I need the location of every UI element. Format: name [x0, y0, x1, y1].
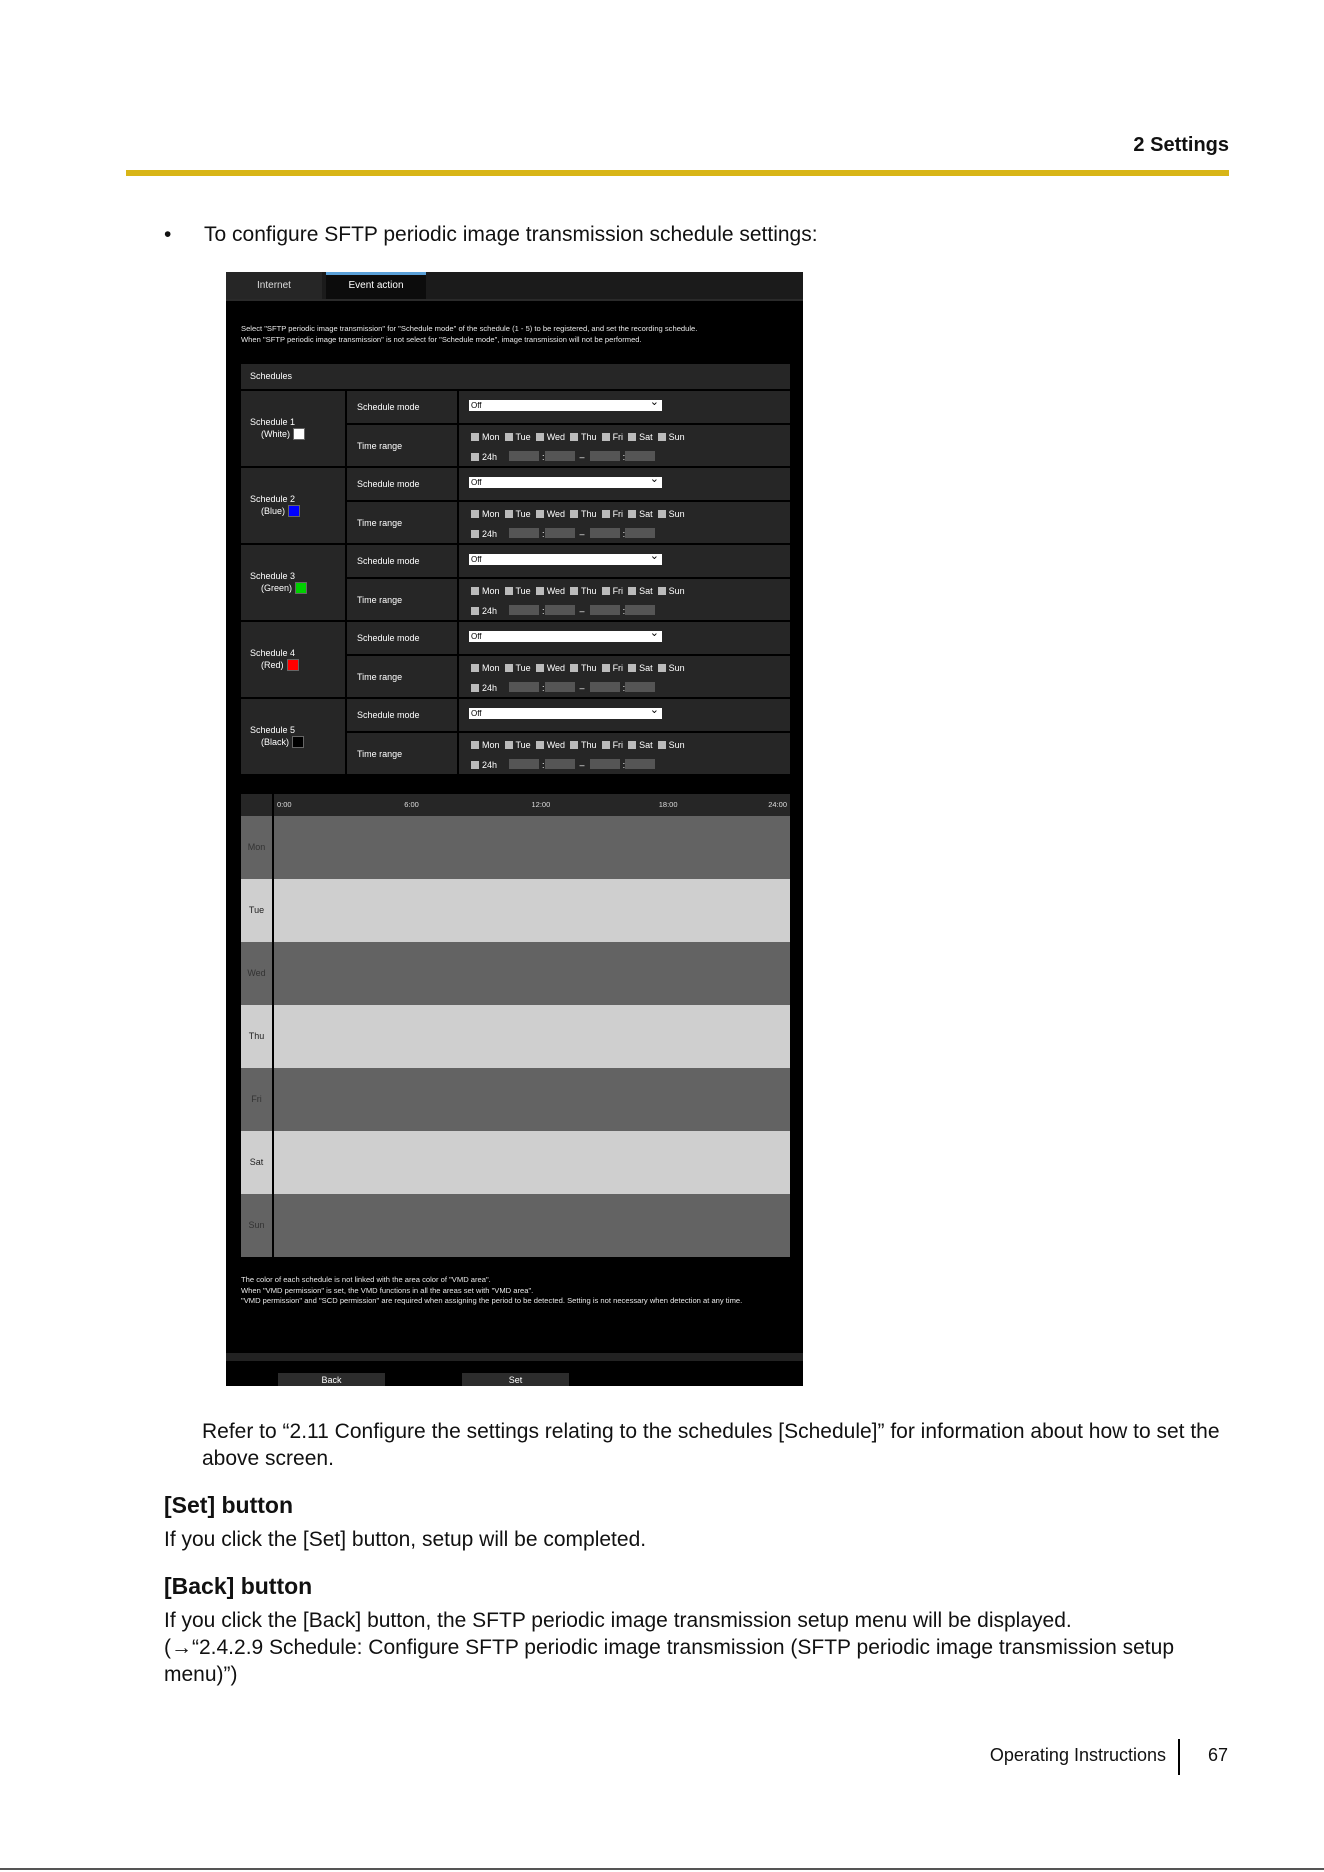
- schedule-mode-row: [347, 545, 790, 577]
- day-option[interactable]: [628, 586, 653, 596]
- end-minute-select[interactable]: [622, 451, 655, 462]
- schedule-mode-select[interactable]: Off ⌄: [469, 554, 662, 565]
- label-24h: 24h: [482, 529, 498, 539]
- time-range-value-cell: [459, 502, 790, 543]
- day-option[interactable]: [505, 663, 531, 673]
- timeline-day-label: Tue: [248, 905, 265, 915]
- timeline-row: [241, 942, 790, 1005]
- day-checkbox[interactable]: [658, 510, 666, 518]
- schedule-mode-select[interactable]: Off ⌄: [469, 400, 662, 411]
- bottom-rule: [0, 1868, 1324, 1870]
- range-separator: –: [579, 529, 585, 539]
- schedule-color-row: [261, 736, 304, 748]
- day-option[interactable]: [536, 740, 565, 750]
- timeline-tick: 6:00: [404, 800, 419, 809]
- info-line: Select "SFTP periodic image transmission" for "Schedule mode" of the schedule (1 - 5) to be registered, and set the recording schedule.: [241, 324, 698, 333]
- schedule-mode-cell: [347, 391, 457, 423]
- schedule-name: Schedule 3: [250, 571, 296, 581]
- time-range-value-cell: [459, 579, 790, 620]
- day-label: Thu: [581, 740, 597, 750]
- schedule-mode-value-cell: [459, 622, 790, 654]
- day-checkbox[interactable]: [471, 741, 479, 749]
- timeline-row: [241, 1194, 790, 1257]
- day-checkbox[interactable]: [602, 587, 610, 595]
- timeline-tick: 18:00: [658, 800, 678, 809]
- checkbox-24h[interactable]: [471, 684, 479, 692]
- start-hour-select[interactable]: [509, 682, 539, 692]
- day-label: Tue: [515, 586, 531, 596]
- checkbox-24h[interactable]: [471, 453, 479, 461]
- day-label: Tue: [515, 663, 531, 673]
- day-checkboxes: [471, 740, 690, 750]
- day-checkbox[interactable]: [505, 433, 513, 441]
- day-label: Sun: [668, 740, 685, 750]
- header-rule: [126, 170, 1229, 176]
- day-option[interactable]: [505, 586, 531, 596]
- day-label: Fri: [612, 663, 624, 673]
- schedules-title: Schedules: [241, 364, 790, 389]
- start-minute-select[interactable]: [545, 528, 575, 538]
- start-minute-select[interactable]: [545, 759, 575, 769]
- timeline-row: [241, 879, 790, 942]
- day-checkbox[interactable]: [570, 587, 578, 595]
- day-label: Sat: [639, 586, 653, 596]
- day-option[interactable]: [602, 509, 624, 519]
- schedule-mode-cell: [347, 622, 457, 654]
- label-24h: 24h: [482, 606, 498, 616]
- info-text: [241, 323, 791, 345]
- schedule-mode-label: Schedule mode: [357, 710, 420, 720]
- time-range-label: Time range: [357, 441, 403, 451]
- day-label: Sun: [668, 663, 685, 673]
- schedule-mode-row: [347, 699, 790, 731]
- day-label: Thu: [581, 509, 597, 519]
- start-minute-select[interactable]: [545, 682, 575, 692]
- day-checkbox[interactable]: [505, 587, 513, 595]
- day-option[interactable]: [628, 509, 653, 519]
- day-checkbox[interactable]: [536, 664, 544, 672]
- day-option[interactable]: [570, 509, 597, 519]
- schedule-label: [241, 622, 345, 697]
- checkbox-24h[interactable]: [471, 761, 479, 769]
- timeline-day-label: Fri: [251, 1094, 262, 1104]
- hours-row: [471, 682, 658, 693]
- schedule-color-name: (Green): [261, 582, 293, 593]
- button-bar: [226, 1353, 803, 1361]
- timeline-day-label: Mon: [247, 842, 266, 852]
- range-separator: –: [579, 683, 585, 693]
- time-range-cell: [347, 502, 457, 543]
- timeline-header: [241, 794, 790, 816]
- time-range-cell: [347, 425, 457, 466]
- day-checkbox[interactable]: [628, 741, 636, 749]
- end-minute-select[interactable]: [622, 759, 655, 770]
- day-checkbox[interactable]: [505, 510, 513, 518]
- day-label: Fri: [612, 586, 624, 596]
- day-label: Mon: [482, 432, 500, 442]
- schedule-label: [241, 545, 345, 620]
- schedule-mode-label: Schedule mode: [357, 479, 420, 489]
- day-option[interactable]: [536, 509, 565, 519]
- time-range-value-cell: [459, 656, 790, 697]
- day-checkbox[interactable]: [570, 433, 578, 441]
- day-checkboxes: [471, 432, 690, 442]
- day-checkbox[interactable]: [570, 741, 578, 749]
- back-button-description: [164, 1607, 1234, 1688]
- time-separator: :: [622, 760, 626, 770]
- set-button-description: If you click the [Set] button, setup will be completed.: [164, 1528, 647, 1551]
- schedule-mode-value-cell: [459, 468, 790, 500]
- start-hour-select[interactable]: [509, 605, 539, 615]
- schedule-group: [241, 545, 790, 620]
- day-option[interactable]: [505, 740, 531, 750]
- note-line: When "VMD permission" is set, the VMD functions in all the areas set with "VMD area".: [241, 1285, 534, 1295]
- day-option[interactable]: [471, 740, 500, 750]
- schedule-mode-row: [347, 391, 790, 423]
- day-label: Tue: [515, 432, 531, 442]
- schedule-name: Schedule 5: [250, 725, 296, 735]
- intro-text: To configure SFTP periodic image transmission schedule settings:: [204, 223, 818, 246]
- day-option[interactable]: [658, 663, 685, 673]
- checkbox-24h[interactable]: [471, 607, 479, 615]
- footer-label: Operating Instructions: [989, 1745, 1166, 1765]
- day-checkbox[interactable]: [602, 741, 610, 749]
- schedule-mode-label: Schedule mode: [357, 556, 420, 566]
- schedule-color-row: [261, 428, 305, 440]
- schedule-mode-select[interactable]: Off ⌄: [469, 477, 662, 488]
- time-range-cell: [347, 579, 457, 620]
- schedule-name: Schedule 4: [250, 648, 296, 658]
- day-label: Sat: [639, 509, 653, 519]
- color-swatch: [288, 505, 300, 517]
- day-option[interactable]: [628, 432, 653, 442]
- color-swatch: [293, 428, 305, 440]
- day-option[interactable]: [602, 432, 624, 442]
- tab-event-action[interactable]: Event action: [326, 272, 426, 299]
- start-hour-select[interactable]: [509, 528, 539, 538]
- schedule-mode-select[interactable]: Off ⌄: [469, 708, 662, 719]
- hours-row: [471, 759, 658, 770]
- day-option[interactable]: [658, 740, 685, 750]
- day-option[interactable]: [471, 586, 500, 596]
- time-range-value-cell: [459, 733, 790, 774]
- schedule-mode-cell: [347, 699, 457, 731]
- day-checkbox[interactable]: [602, 664, 610, 672]
- day-option[interactable]: [536, 663, 565, 673]
- day-checkboxes: [471, 586, 690, 596]
- day-label: Mon: [482, 586, 500, 596]
- day-label: Wed: [546, 663, 566, 673]
- day-option[interactable]: [505, 432, 531, 442]
- schedule-mode-cell: [347, 468, 457, 500]
- day-option[interactable]: [536, 432, 565, 442]
- day-option[interactable]: [536, 586, 565, 596]
- day-option[interactable]: [570, 586, 597, 596]
- day-label: Wed: [546, 586, 566, 596]
- day-checkbox[interactable]: [658, 433, 666, 441]
- day-label: Sun: [668, 432, 685, 442]
- note-line: "VMD permission" and "SCD permission" are required when assigning the period to be detected. Setting is not necessary when detection at any time.: [241, 1296, 743, 1305]
- time-separator: :: [542, 452, 545, 462]
- schedule-name: Schedule 1: [250, 417, 296, 427]
- time-range-cell: [347, 733, 457, 774]
- schedule-label: [241, 699, 345, 774]
- time-range-label: Time range: [357, 672, 403, 682]
- day-option[interactable]: [505, 509, 531, 519]
- time-range-row: [347, 733, 790, 774]
- timeline-tick: 12:00: [531, 800, 551, 809]
- schedule-color-name: (Blue): [261, 505, 286, 516]
- label-24h: 24h: [482, 452, 498, 462]
- schedule-group: [241, 391, 790, 466]
- hours-row: [471, 451, 658, 462]
- day-label: Sat: [639, 740, 653, 750]
- day-checkboxes: [471, 509, 690, 519]
- time-separator: :: [622, 683, 626, 693]
- intro-item: [164, 223, 818, 247]
- day-option[interactable]: [471, 432, 500, 442]
- day-checkbox[interactable]: [628, 664, 636, 672]
- hours-row: [471, 605, 658, 616]
- day-checkbox[interactable]: [471, 510, 479, 518]
- timeline-tick: 24:00: [768, 800, 787, 809]
- refer-text: Refer to “2.11 Configure the settings relating to the schedules [Schedule]” for information about how to set the above screen.: [202, 1420, 1220, 1470]
- schedule-mode-value-cell: [459, 391, 790, 423]
- label-24h: 24h: [482, 683, 498, 693]
- footer-divider: [1178, 1739, 1180, 1775]
- day-checkbox[interactable]: [602, 510, 610, 518]
- time-separator: :: [542, 606, 545, 616]
- day-checkbox[interactable]: [536, 741, 544, 749]
- day-option[interactable]: [658, 432, 685, 442]
- hours-row: [471, 528, 658, 539]
- schedule-mode-cell: [347, 545, 457, 577]
- range-separator: –: [579, 606, 585, 616]
- day-checkbox[interactable]: [628, 510, 636, 518]
- day-checkbox[interactable]: [628, 433, 636, 441]
- day-option[interactable]: [658, 509, 685, 519]
- schedule-color-name: (Red): [261, 659, 284, 670]
- schedule-name: Schedule 2: [250, 494, 296, 504]
- time-range-row: [347, 502, 790, 543]
- back-button[interactable]: Back: [278, 1373, 385, 1386]
- end-hour-select[interactable]: [590, 528, 620, 538]
- schedule-timeline: [241, 794, 790, 1258]
- day-label: Wed: [546, 740, 566, 750]
- page-number: 67: [1208, 1745, 1229, 1765]
- time-range-row: [347, 425, 790, 466]
- day-checkbox[interactable]: [471, 587, 479, 595]
- day-option[interactable]: [570, 663, 597, 673]
- day-checkbox[interactable]: [602, 433, 610, 441]
- label-24h: 24h: [482, 760, 498, 770]
- schedule-mode-select[interactable]: Off ⌄: [469, 631, 662, 642]
- day-label: Wed: [546, 509, 566, 519]
- day-option[interactable]: [602, 663, 624, 673]
- timeline-day-label: Thu: [248, 1031, 265, 1041]
- time-separator: :: [542, 760, 545, 770]
- time-separator: :: [622, 529, 626, 539]
- day-label: Sun: [668, 509, 685, 519]
- start-hour-select[interactable]: [509, 451, 539, 461]
- timeline-row: [241, 816, 790, 879]
- end-hour-select[interactable]: [590, 451, 620, 461]
- day-checkbox[interactable]: [505, 664, 513, 672]
- day-label: Mon: [482, 509, 500, 519]
- day-label: Sat: [639, 432, 653, 442]
- day-label: Sun: [668, 586, 685, 596]
- day-checkbox[interactable]: [658, 664, 666, 672]
- timeline-row: [241, 1131, 790, 1194]
- day-label: Thu: [581, 586, 597, 596]
- timeline-day-label: Sat: [249, 1157, 264, 1167]
- color-swatch: [287, 659, 299, 671]
- end-hour-select[interactable]: [590, 759, 620, 769]
- info-line: When "SFTP periodic image transmission" is not select for "Schedule mode", image transmission will not be performed.: [241, 335, 642, 344]
- timeline-day-label: Wed: [247, 968, 266, 978]
- day-label: Fri: [612, 509, 624, 519]
- end-hour-select[interactable]: [590, 605, 620, 615]
- schedule-color-name: (White): [261, 428, 290, 439]
- start-minute-select[interactable]: [545, 605, 575, 615]
- settings-screenshot: [226, 272, 803, 1386]
- timeline-row: [241, 1068, 790, 1131]
- schedule-mode-row: [347, 468, 790, 500]
- start-minute-select[interactable]: [545, 451, 575, 461]
- day-option[interactable]: [658, 586, 685, 596]
- end-minute-select[interactable]: [622, 528, 655, 539]
- section-header: 2 Settings: [1133, 134, 1229, 156]
- day-option[interactable]: [602, 586, 624, 596]
- end-hour-select[interactable]: [590, 682, 620, 692]
- tab-bar: [226, 272, 803, 301]
- checkbox-24h[interactable]: [471, 530, 479, 538]
- day-label: Thu: [581, 663, 597, 673]
- day-option[interactable]: [570, 740, 597, 750]
- schedule-mode-value-cell: [459, 545, 790, 577]
- time-separator: :: [542, 529, 545, 539]
- set-button[interactable]: Set: [462, 1373, 569, 1386]
- back-button-heading: [Back] button: [164, 1573, 313, 1599]
- set-button-heading: [Set] button: [164, 1492, 294, 1518]
- schedule-group: [241, 622, 790, 697]
- day-label: Tue: [515, 740, 531, 750]
- start-hour-select[interactable]: [509, 759, 539, 769]
- day-label: Sat: [639, 663, 653, 673]
- schedule-mode-label: Schedule mode: [357, 633, 420, 643]
- schedule-color-row: [261, 582, 307, 594]
- time-range-row: [347, 656, 790, 697]
- time-range-cell: [347, 656, 457, 697]
- day-option[interactable]: [471, 509, 500, 519]
- day-checkboxes: [471, 663, 690, 673]
- time-separator: :: [622, 606, 626, 616]
- day-checkbox[interactable]: [570, 664, 578, 672]
- notes: [241, 1275, 791, 1307]
- timeline-divider: [272, 794, 274, 1258]
- time-range-label: Time range: [357, 518, 403, 528]
- end-minute-select[interactable]: [622, 682, 655, 693]
- day-checkbox[interactable]: [658, 741, 666, 749]
- day-option[interactable]: [570, 432, 597, 442]
- day-checkbox[interactable]: [570, 510, 578, 518]
- end-minute-select[interactable]: [622, 605, 655, 616]
- day-label: Fri: [612, 740, 624, 750]
- back-desc-line: If you click the [Back] button, the SFTP periodic image transmission setup menu will be displayed.: [164, 1609, 1072, 1632]
- schedule-mode-label: Schedule mode: [357, 402, 420, 412]
- time-range-row: [347, 579, 790, 620]
- day-label: Mon: [482, 663, 500, 673]
- schedule-label: [241, 468, 345, 543]
- schedule-label: [241, 391, 345, 466]
- day-option[interactable]: [628, 663, 653, 673]
- day-option[interactable]: [628, 740, 653, 750]
- timeline-row: [241, 1005, 790, 1068]
- time-separator: :: [622, 452, 626, 462]
- day-checkbox[interactable]: [505, 741, 513, 749]
- day-label: Mon: [482, 740, 500, 750]
- note-line: The color of each schedule is not linked with the area color of "VMD area".: [241, 1275, 491, 1284]
- timeline-day-label: Sun: [248, 1220, 265, 1230]
- time-range-value-cell: [459, 425, 790, 466]
- day-checkbox[interactable]: [536, 433, 544, 441]
- schedule-color-row: [261, 505, 300, 517]
- time-range-label: Time range: [357, 595, 403, 605]
- day-checkbox[interactable]: [536, 587, 544, 595]
- schedule-group: [241, 699, 790, 774]
- bullet: •: [164, 223, 172, 246]
- schedules-panel: [241, 364, 790, 776]
- range-separator: –: [579, 452, 585, 462]
- day-checkbox[interactable]: [658, 587, 666, 595]
- day-label: Fri: [612, 432, 624, 442]
- day-label: Wed: [546, 432, 566, 442]
- tab-internet[interactable]: Internet: [226, 272, 322, 299]
- day-option[interactable]: [602, 740, 624, 750]
- schedule-mode-row: [347, 622, 790, 654]
- range-separator: –: [579, 760, 585, 770]
- time-range-label: Time range: [357, 749, 403, 759]
- day-checkbox[interactable]: [536, 510, 544, 518]
- schedule-group: [241, 468, 790, 543]
- color-swatch: [295, 582, 307, 594]
- schedule-color-name: (Black): [261, 736, 290, 747]
- color-swatch: [292, 736, 304, 748]
- back-ref-line: (→“2.4.2.9 Schedule: Configure SFTP periodic image transmission (SFTP periodic image transmission setup menu)”): [164, 1636, 1174, 1686]
- day-checkbox[interactable]: [471, 664, 479, 672]
- day-option[interactable]: [471, 663, 500, 673]
- day-label: Thu: [581, 432, 597, 442]
- schedule-mode-value-cell: [459, 699, 790, 731]
- time-separator: :: [542, 683, 545, 693]
- schedule-color-row: [261, 659, 299, 671]
- day-checkbox[interactable]: [471, 433, 479, 441]
- day-checkbox[interactable]: [628, 587, 636, 595]
- timeline-tick: 0:00: [277, 800, 292, 809]
- day-label: Tue: [515, 509, 531, 519]
